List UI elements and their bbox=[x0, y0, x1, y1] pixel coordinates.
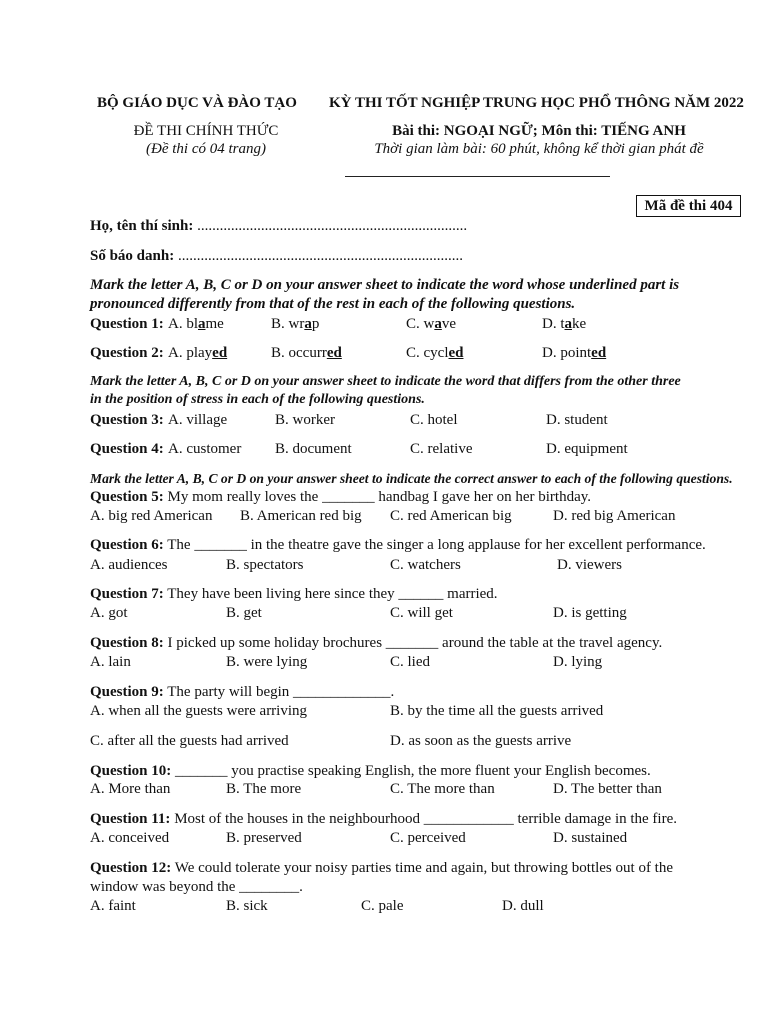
option-a: A. More than bbox=[90, 781, 171, 797]
option-b: B. spectators bbox=[226, 557, 304, 573]
option-a: A. got bbox=[90, 605, 128, 621]
option-c: C. The more than bbox=[390, 781, 495, 797]
question-stem-cont: window was beyond the ________. bbox=[90, 879, 303, 895]
question-stem: Question 5: My mom really loves the _______ handbag I gave her on her birthday. bbox=[90, 489, 592, 505]
instruction-correct: Mark the letter A, B, C or D on your answer sheet to indicate the correct answer to each of the following questions. bbox=[90, 471, 733, 486]
option-b: B. preserved bbox=[226, 830, 302, 846]
option-d: D. viewers bbox=[557, 557, 622, 573]
option-d: D. take bbox=[542, 316, 587, 332]
option-b: B. by the time all the guests arrived bbox=[390, 703, 604, 719]
option-b: B. get bbox=[226, 605, 262, 621]
option-c: C. pale bbox=[361, 898, 404, 914]
option-d: D. red big American bbox=[553, 508, 676, 524]
option-a: A. lain bbox=[90, 654, 131, 670]
option-a: A. when all the guests were arriving bbox=[90, 703, 308, 719]
option-d: D. equipment bbox=[546, 441, 628, 457]
exam-title: KỲ THI TỐT NGHIỆP TRUNG HỌC PHỔ THÔNG NĂM 2022 bbox=[329, 95, 744, 111]
pages-note: (Đề thi có 04 trang) bbox=[146, 141, 266, 157]
question-label: Question 3: bbox=[90, 412, 164, 428]
question-stem: Question 12: We could tolerate your noisy parties time and again, but throwing bottles out of the bbox=[90, 860, 674, 876]
instruction-pronunciation: Mark the letter A, B, C or D on your answer sheet to indicate the word whose underlined part is bbox=[90, 277, 680, 293]
question-label: Question 2: bbox=[90, 345, 164, 361]
subject-line: Bài thi: NGOẠI NGỮ; Môn thi: TIẾNG ANH bbox=[392, 123, 686, 139]
option-d: D. lying bbox=[553, 654, 603, 670]
option-d: D. student bbox=[546, 412, 608, 428]
time-note: Thời gian làm bài: 60 phút, không kể thời gian phát đề bbox=[374, 141, 704, 157]
option-b: B. occurred bbox=[271, 345, 342, 361]
option-c: C. after all the guests had arrived bbox=[90, 733, 289, 749]
option-c: C. lied bbox=[390, 654, 430, 670]
option-c: C. wave bbox=[406, 316, 457, 332]
option-c: C. relative bbox=[410, 441, 473, 457]
question-stem: Question 11: Most of the houses in the neighbourhood ____________ terrible damage in the fire. bbox=[90, 811, 678, 827]
option-c: C. will get bbox=[390, 605, 453, 621]
header-divider bbox=[345, 176, 610, 177]
official-label: ĐỀ THI CHÍNH THỨC bbox=[133, 123, 279, 139]
option-b: B. sick bbox=[226, 898, 268, 914]
exam-code-box: Mã đề thi 404 bbox=[636, 195, 741, 217]
option-a: A. played bbox=[168, 345, 228, 361]
option-c: C. watchers bbox=[390, 557, 461, 573]
option-a: A. audiences bbox=[90, 557, 168, 573]
instruction-stress-cont: in the position of stress in each of the following questions. bbox=[90, 392, 425, 407]
option-d: D. is getting bbox=[553, 605, 627, 621]
option-a: A. big red American bbox=[90, 508, 213, 524]
option-d: D. dull bbox=[502, 898, 544, 914]
option-d: D. The better than bbox=[553, 781, 662, 797]
candidate-name-row bbox=[90, 217, 467, 235]
option-b: B. American red big bbox=[240, 508, 362, 524]
option-a: A. conceived bbox=[90, 830, 170, 846]
option-a: A. blame bbox=[168, 316, 224, 332]
question-label: Question 4: bbox=[90, 441, 164, 457]
candidate-id-field: ............................................................................ bbox=[177, 248, 463, 264]
question-stem: Question 6: The _______ in the theatre gave the singer a long applause for her excellent performance. bbox=[90, 537, 706, 553]
candidate-id-row bbox=[90, 247, 463, 265]
question-stem: Question 7: They have been living here since they ______ married. bbox=[90, 586, 498, 602]
candidate-name-field: ........................................................................ bbox=[197, 218, 468, 234]
question-stem: Question 9: The party will begin _____________. bbox=[90, 684, 395, 700]
option-b: B. The more bbox=[226, 781, 302, 797]
option-b: B. document bbox=[275, 441, 352, 457]
option-d: D. as soon as the guests arrive bbox=[390, 733, 572, 749]
option-c: C. hotel bbox=[410, 412, 458, 428]
instruction-pronunciation-cont: pronounced differently from that of the rest in each of the following questions. bbox=[90, 296, 576, 312]
option-d: D. sustained bbox=[553, 830, 628, 846]
option-b: B. worker bbox=[275, 412, 335, 428]
question-label: Question 1: bbox=[90, 316, 164, 332]
candidate-name-label: Họ, tên thí sinh: bbox=[90, 218, 194, 234]
question-stem: Question 10: _______ you practise speaking English, the more fluent your English becomes. bbox=[90, 763, 651, 779]
option-c: C. cycled bbox=[406, 345, 464, 361]
option-b: B. were lying bbox=[226, 654, 308, 670]
ministry-name: BỘ GIÁO DỤC VÀ ĐÀO TẠO bbox=[97, 95, 297, 111]
candidate-id-label: Số báo danh: bbox=[90, 248, 175, 264]
option-a: A. faint bbox=[90, 898, 136, 914]
question-stem: Question 8: I picked up some holiday brochures _______ around the table at the travel agency. bbox=[90, 635, 663, 651]
option-b: B. wrap bbox=[271, 316, 320, 332]
option-c: C. perceived bbox=[390, 830, 466, 846]
instruction-stress: Mark the letter A, B, C or D on your answer sheet to indicate the word that differs from the other three bbox=[90, 374, 681, 389]
option-a: A. village bbox=[168, 412, 228, 428]
option-d: D. pointed bbox=[542, 345, 607, 361]
option-a: A. customer bbox=[168, 441, 242, 457]
option-c: C. red American big bbox=[390, 508, 512, 524]
